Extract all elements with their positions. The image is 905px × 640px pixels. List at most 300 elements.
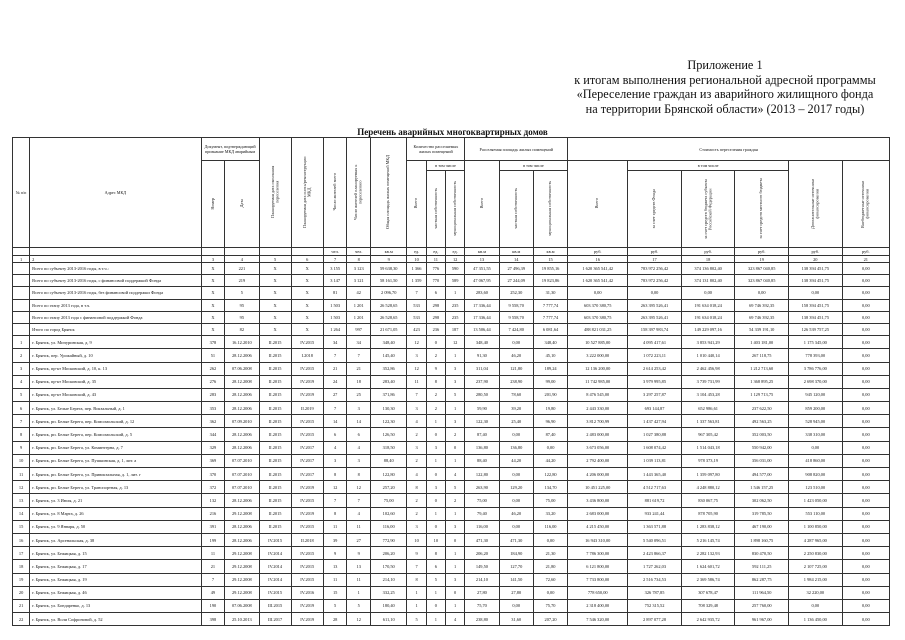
table-cell: 13 bbox=[347, 560, 371, 573]
table-cell: 11 bbox=[347, 520, 371, 533]
table-cell: 31,60 bbox=[499, 613, 533, 626]
header-cost-fund: за счет средств Фонда bbox=[628, 171, 682, 248]
table-cell: 262 bbox=[201, 362, 225, 375]
table-cell: 207,20 bbox=[533, 613, 567, 626]
table-cell: 27 244,09 bbox=[499, 275, 533, 287]
table-cell: 141,50 bbox=[499, 573, 533, 586]
table-cell: 371,86 bbox=[371, 388, 407, 401]
table-row bbox=[13, 494, 890, 507]
table-cell: 180,40 bbox=[371, 599, 407, 612]
table-cell: 18 bbox=[347, 375, 371, 388]
table-cell: II.2015 bbox=[259, 428, 291, 441]
table-cell: 378 bbox=[201, 336, 225, 349]
table-cell: 6 bbox=[323, 428, 347, 441]
table-cell: II.2015 bbox=[259, 454, 291, 467]
table-cell: 26 528,65 bbox=[371, 311, 407, 323]
table-cell: 6 121 800,00 bbox=[568, 560, 628, 573]
table-cell: II.2018 bbox=[291, 533, 323, 546]
table-cell: 0,00 bbox=[842, 560, 889, 573]
header-planned-demolition: Планируемая дата сноса/реконструкции МКД bbox=[291, 138, 323, 248]
table-cell: 95 bbox=[225, 299, 259, 311]
table-cell: 28.12.2006 bbox=[225, 494, 259, 507]
summary-row bbox=[13, 323, 890, 335]
table-cell: 27 bbox=[323, 388, 347, 401]
table-cell: Всего по субъекту 2013-2016 годы, без финансовой поддержки Фонда bbox=[30, 287, 202, 299]
header-rooms-private: частная собственность bbox=[426, 171, 445, 248]
table-cell: г. Брянск, ул. Мичуринская, д. 9 bbox=[30, 336, 202, 349]
table-cell bbox=[13, 311, 30, 323]
header-doc-number: Номер bbox=[201, 161, 225, 248]
table-cell: 3 bbox=[446, 520, 465, 533]
table-cell: IV.2019 bbox=[291, 507, 323, 520]
table-cell: 75,00 bbox=[533, 494, 567, 507]
table-cell: 11 bbox=[426, 256, 445, 263]
table-cell: 830 470,50 bbox=[735, 547, 789, 560]
table-cell: 17 336,44 bbox=[465, 299, 499, 311]
table-cell: 338 310,00 bbox=[789, 428, 843, 441]
table-cell: 21 bbox=[347, 362, 371, 375]
table-cell: X bbox=[259, 275, 291, 287]
table-cell: 12 bbox=[13, 481, 30, 494]
table-cell: 257,20 bbox=[371, 481, 407, 494]
table-row bbox=[13, 441, 890, 454]
table-cell: 488 821 031,25 bbox=[568, 323, 628, 335]
table-cell bbox=[13, 275, 30, 287]
table-cell: 116,00 bbox=[371, 520, 407, 533]
table-cell: II.2015 bbox=[259, 494, 291, 507]
table-cell: 323 867 040,85 bbox=[735, 275, 789, 287]
table-cell: 298 bbox=[426, 299, 445, 311]
table-cell: 1 bbox=[426, 415, 445, 428]
table-cell: 44,20 bbox=[499, 454, 533, 467]
table-cell: II.2015 bbox=[259, 468, 291, 481]
table-cell: 2 bbox=[426, 349, 445, 362]
table-cell: 533 bbox=[407, 299, 426, 311]
appendix-line-4: на территории Брянской области» (2013 – 2017 годы) bbox=[585, 101, 865, 116]
table-cell: 17 bbox=[13, 547, 30, 560]
table-cell: 4 206 000,00 bbox=[568, 468, 628, 481]
table-cell: 121,80 bbox=[499, 362, 533, 375]
table-cell: 783 972 256,42 bbox=[628, 263, 682, 275]
table-cell: г. Брянск, пр-кт Московский, д. 43 bbox=[30, 388, 202, 401]
table-row bbox=[13, 586, 890, 599]
table-cell: 11 bbox=[323, 520, 347, 533]
table-cell: 14 bbox=[347, 415, 371, 428]
table-cell: 7 bbox=[347, 349, 371, 362]
table-cell: 4 bbox=[347, 441, 371, 454]
table-cell: X bbox=[201, 323, 225, 335]
table-cell: 5 bbox=[407, 613, 426, 626]
table-cell: 149 229 097,16 bbox=[681, 323, 735, 335]
table-cell: 19,80 bbox=[533, 402, 567, 415]
table-cell: 0 bbox=[426, 494, 445, 507]
table-cell: 5 bbox=[446, 481, 465, 494]
table-cell: X bbox=[291, 323, 323, 335]
table-cell: 374 136 802,40 bbox=[681, 263, 735, 275]
table-cell: 47 351,55 bbox=[465, 263, 499, 275]
table-cell: IV.2015 bbox=[291, 415, 323, 428]
table-cell: 4 bbox=[407, 468, 426, 481]
table-cell: 3 bbox=[446, 573, 465, 586]
table-cell: 3 bbox=[323, 454, 347, 467]
table-cell: 14 bbox=[499, 256, 533, 263]
table-cell: 2 698 370,00 bbox=[789, 375, 843, 388]
table-cell: 3 bbox=[347, 454, 371, 467]
table-cell: 0,00 bbox=[789, 599, 843, 612]
table-cell: IV.2019 bbox=[291, 481, 323, 494]
table-cell: 88,40 bbox=[371, 454, 407, 467]
table-cell: 1 620 365 541,42 bbox=[568, 275, 628, 287]
table-cell: 130,30 bbox=[371, 402, 407, 415]
table-cell: 54 339 191,10 bbox=[735, 323, 789, 335]
table-cell: 2 282 132,93 bbox=[681, 547, 735, 560]
table-cell: 2 443 330,00 bbox=[568, 402, 628, 415]
table-cell: 59,90 bbox=[465, 402, 499, 415]
table-cell: 102,60 bbox=[371, 507, 407, 520]
table-row bbox=[13, 388, 890, 401]
table-cell: 391 bbox=[201, 520, 225, 533]
table-cell: 1 129 713,75 bbox=[735, 388, 789, 401]
table-cell: 7 bbox=[407, 287, 426, 299]
table-cell: 29.12.2008 bbox=[225, 586, 259, 599]
table-cell: 78,60 bbox=[499, 388, 533, 401]
table-cell: 206,20 bbox=[465, 547, 499, 560]
table-cell: 4 bbox=[13, 375, 30, 388]
table-cell: 1 175 345,00 bbox=[789, 336, 843, 349]
table-cell: 471,30 bbox=[465, 533, 499, 546]
table-cell: 1 503 bbox=[323, 311, 347, 323]
table-cell: 1 bbox=[446, 402, 465, 415]
table-cell: 21,80 bbox=[533, 560, 567, 573]
table-cell: 88,40 bbox=[465, 454, 499, 467]
table-cell: 3 812 700,99 bbox=[568, 415, 628, 428]
table-cell: 33,20 bbox=[533, 507, 567, 520]
table-cell bbox=[13, 287, 30, 299]
table-cell: 3 bbox=[407, 402, 426, 415]
table-cell: 0,00 bbox=[842, 415, 889, 428]
table-row bbox=[13, 560, 890, 573]
header-area-total: Всего bbox=[465, 161, 499, 248]
table-cell: 29.12.2008 bbox=[225, 573, 259, 586]
table-cell: 28.12.2006 bbox=[225, 402, 259, 415]
appendix-line-1: Приложение 1 bbox=[687, 58, 763, 72]
table-cell: 07.07.2010 bbox=[225, 454, 259, 467]
table-cell: 418 860,00 bbox=[789, 454, 843, 467]
header-area-incl: в том числе bbox=[499, 161, 568, 171]
table-cell: IV.2016 bbox=[291, 586, 323, 599]
table-cell: X bbox=[201, 311, 225, 323]
table-cell: 158 397 983,74 bbox=[628, 323, 682, 335]
table-cell: 122,30 bbox=[465, 415, 499, 428]
table-cell: 13 bbox=[13, 494, 30, 507]
table-cell: 1 359 097,80 bbox=[681, 468, 735, 481]
table-cell: 0,00 bbox=[842, 573, 889, 586]
table-cell: ед. bbox=[446, 248, 465, 256]
table-cell: 1 010 440,14 bbox=[681, 349, 735, 362]
table-cell: 326 787,85 bbox=[628, 586, 682, 599]
table-cell: 4 512 717,63 bbox=[628, 481, 682, 494]
table-cell: 862 287,75 bbox=[735, 573, 789, 586]
table-cell: 3 bbox=[426, 481, 445, 494]
table-cell: 276 bbox=[201, 375, 225, 388]
table-cell: 2 423 866,37 bbox=[628, 547, 682, 560]
table-cell: 0,00 bbox=[842, 507, 889, 520]
table-cell: 126 539 757,25 bbox=[789, 323, 843, 335]
header-extra: Дополнительные источники финансирования bbox=[789, 161, 843, 248]
table-cell: IV.2015 bbox=[291, 336, 323, 349]
table-cell: 352 003,50 bbox=[735, 428, 789, 441]
table-cell: 708 329,48 bbox=[681, 599, 735, 612]
table-cell: II.2019 bbox=[291, 402, 323, 415]
table-cell: 978 373,19 bbox=[681, 454, 735, 467]
table-cell: 18 bbox=[681, 256, 735, 263]
table-cell: 28 bbox=[323, 613, 347, 626]
table-cell: 28.12.2006 bbox=[225, 428, 259, 441]
table-cell: 190 bbox=[201, 599, 225, 612]
table-cell: 4 bbox=[347, 507, 371, 520]
table-cell: кв.м bbox=[533, 248, 567, 256]
table-cell bbox=[201, 248, 225, 256]
table-cell: 24 bbox=[323, 375, 347, 388]
table-cell: 374 131 802,40 bbox=[681, 275, 735, 287]
table-cell: 0,00 bbox=[842, 428, 889, 441]
table-cell: 0,00 bbox=[842, 375, 889, 388]
table-cell: чел. bbox=[323, 248, 347, 256]
table-cell: 199 bbox=[201, 533, 225, 546]
table-cell: 1 136 450,00 bbox=[789, 613, 843, 626]
table-cell: 8 bbox=[323, 468, 347, 481]
header-residents: Число жителей всего bbox=[323, 138, 347, 248]
table-cell: 10 bbox=[426, 533, 445, 546]
table-cell: 603 370 380,75 bbox=[568, 299, 628, 311]
table-cell: IV.2015 bbox=[291, 494, 323, 507]
table-cell: 356 031,00 bbox=[735, 454, 789, 467]
table-cell: X bbox=[291, 311, 323, 323]
table-cell: 8 bbox=[13, 428, 30, 441]
table-cell: II.2015 bbox=[259, 349, 291, 362]
table-cell: X bbox=[259, 263, 291, 275]
table-cell: 96,90 bbox=[533, 415, 567, 428]
table-cell: 5 540 096,51 bbox=[628, 533, 682, 546]
table-cell: 332,25 bbox=[371, 586, 407, 599]
table-cell: 3 bbox=[446, 415, 465, 428]
table-cell: 21 bbox=[323, 362, 347, 375]
table-cell: 4 bbox=[407, 415, 426, 428]
table-cell: 263 395 526,41 bbox=[628, 311, 682, 323]
table-cell: 603 370 380,75 bbox=[568, 311, 628, 323]
table-cell: II.2015 bbox=[259, 375, 291, 388]
table-cell: 235 bbox=[446, 311, 465, 323]
table-cell: 29.12.2008 bbox=[225, 507, 259, 520]
table-cell: 12 bbox=[446, 336, 465, 349]
table-cell: 27,80 bbox=[499, 586, 533, 599]
header-excess: Внебюджетные источники финансирования bbox=[842, 161, 889, 248]
table-cell: 16 943 310,00 bbox=[568, 533, 628, 546]
table-cell: 2 bbox=[13, 349, 30, 362]
table-cell: 138 394 451,75 bbox=[789, 263, 843, 275]
table-cell: г. Брянск, ул. 9 Января, д. 50 bbox=[30, 520, 202, 533]
table-cell: 26 528,65 bbox=[371, 299, 407, 311]
table-cell: 7 733 800,00 bbox=[568, 573, 628, 586]
table-cell: г. Брянск, ул. Воли Софроновой, д. 52 bbox=[30, 613, 202, 626]
table-cell: X bbox=[291, 263, 323, 275]
table-cell: 206,20 bbox=[371, 547, 407, 560]
table-cell: г. Брянск, пр-кт Московский, д. 35 bbox=[30, 375, 202, 388]
table-cell: 1 363 571,88 bbox=[628, 520, 682, 533]
table-cell: 772,90 bbox=[371, 533, 407, 546]
table-cell: 189,24 bbox=[533, 362, 567, 375]
table-cell bbox=[291, 248, 323, 256]
table-cell: 11 742 985,00 bbox=[568, 375, 628, 388]
table-cell: 5 bbox=[225, 287, 259, 299]
table-cell: 122,30 bbox=[371, 415, 407, 428]
header-cost-regional: за счет средств бюджета субъекта Российской Федерации bbox=[681, 171, 735, 248]
table-cell: 0 bbox=[426, 468, 445, 481]
table-cell: X bbox=[201, 275, 225, 287]
table-cell: 770 bbox=[426, 275, 445, 287]
table-cell: IV.2015 bbox=[259, 533, 291, 546]
table-cell: 5 bbox=[323, 599, 347, 612]
header-rooms-total: Всего bbox=[407, 161, 426, 248]
table-cell: 7 777,74 bbox=[533, 311, 567, 323]
table-cell: 4 215 450,00 bbox=[568, 520, 628, 533]
table-cell: 528 945,00 bbox=[789, 415, 843, 428]
table-cell: 592 111,25 bbox=[735, 560, 789, 573]
table-cell: II.2015 bbox=[259, 362, 291, 375]
table-cell: 0,00 bbox=[842, 287, 889, 299]
table-cell: X bbox=[291, 299, 323, 311]
table-cell: 0,00 bbox=[842, 441, 889, 454]
table-cell: 0,00 bbox=[842, 336, 889, 349]
table-cell: 2 bbox=[30, 256, 202, 263]
table-cell: 348,40 bbox=[533, 336, 567, 349]
table-cell: 2 bbox=[407, 454, 426, 467]
table-cell: 0,00 bbox=[499, 494, 533, 507]
table-cell: X bbox=[259, 299, 291, 311]
table-cell: 07.06.2008 bbox=[225, 362, 259, 375]
table-cell: 0,00 bbox=[842, 263, 889, 275]
table-cell: 2 bbox=[426, 388, 445, 401]
table-cell: г. Брянск, пр-кт Московский, д. 10, к. 13 bbox=[30, 362, 202, 375]
column-numbers-row bbox=[13, 256, 890, 263]
table-cell: 28.12.2006 bbox=[225, 533, 259, 546]
table-cell bbox=[13, 299, 30, 311]
table-cell: 2 bbox=[407, 428, 426, 441]
table-cell: 752 315,52 bbox=[628, 599, 682, 612]
table-cell bbox=[13, 263, 30, 275]
table-cell: 10 bbox=[13, 454, 30, 467]
table-cell: 81 bbox=[323, 287, 347, 299]
table-cell: 82 bbox=[225, 323, 259, 335]
table-cell: 75,70 bbox=[465, 599, 499, 612]
table-cell: X bbox=[259, 287, 291, 299]
table-cell: 1 bbox=[13, 256, 30, 263]
table-cell: 2 369 586,74 bbox=[681, 573, 735, 586]
table-cell: 9 bbox=[347, 547, 371, 560]
table-cell: 329 bbox=[201, 441, 225, 454]
table-cell: 39,20 bbox=[499, 402, 533, 415]
table-cell: IV.2015 bbox=[291, 428, 323, 441]
table-cell: 8 bbox=[347, 256, 371, 263]
table-cell: 122,80 bbox=[533, 468, 567, 481]
summary-row bbox=[13, 275, 890, 287]
table-cell: 07.07.2010 bbox=[225, 468, 259, 481]
table-cell: 75,00 bbox=[371, 494, 407, 507]
table-cell: 967 305,42 bbox=[681, 428, 735, 441]
table-cell: 933 241,44 bbox=[628, 507, 682, 520]
table-cell: 263 395 526,41 bbox=[628, 299, 682, 311]
table-cell: III.2015 bbox=[259, 599, 291, 612]
table-cell: 3 155 bbox=[323, 263, 347, 275]
table-cell: IV.2017 bbox=[291, 441, 323, 454]
table-cell: 19 823,86 bbox=[533, 275, 567, 287]
table-cell: ед. bbox=[407, 248, 426, 256]
table-cell: 5 bbox=[426, 573, 445, 586]
table-cell: 19 bbox=[13, 573, 30, 586]
table-cell: 1 bbox=[426, 454, 445, 467]
table-cell: кв.м bbox=[371, 248, 407, 256]
table-cell: 1 514 043,18 bbox=[681, 441, 735, 454]
table-cell: г. Брянск, ул. Бежицкая, д. 46 bbox=[30, 586, 202, 599]
header-planned-end: Планируемая дата окончания переселения bbox=[259, 138, 291, 248]
table-cell: 1 608 074,42 bbox=[628, 441, 682, 454]
table-cell: 257 760,00 bbox=[735, 599, 789, 612]
header-cost-group: Стоимость переселения граждан bbox=[568, 138, 890, 161]
table-cell: Всего по этапу 2013 года с финансовой поддержкой Фонда bbox=[30, 311, 202, 323]
table-cell: руб. bbox=[789, 248, 843, 256]
table-cell: II.2015 bbox=[259, 481, 291, 494]
table-cell: 6 bbox=[426, 560, 445, 573]
table-cell: 9 bbox=[426, 362, 445, 375]
table-cell: 07.07.2010 bbox=[225, 481, 259, 494]
table-cell: 12 bbox=[446, 256, 465, 263]
table-cell: 69 746 392,35 bbox=[735, 311, 789, 323]
table-cell: 2 614 253,42 bbox=[628, 362, 682, 375]
table-cell: 362 bbox=[201, 415, 225, 428]
table-cell: 28.12.2006 bbox=[225, 441, 259, 454]
table-cell: 3 222 000,00 bbox=[568, 349, 628, 362]
table-cell: IV.2015 bbox=[291, 362, 323, 375]
table-cell: 3 bbox=[446, 375, 465, 388]
table-cell: 111 964,50 bbox=[735, 586, 789, 599]
table-cell: 1 403 181,00 bbox=[735, 336, 789, 349]
header-cost-incl: в том числе bbox=[628, 161, 789, 171]
table-cell: 0,00 bbox=[842, 388, 889, 401]
table-cell: 4 bbox=[446, 468, 465, 481]
table-cell: 3 853 941,29 bbox=[681, 336, 735, 349]
table-cell: 8 bbox=[323, 507, 347, 520]
table-cell: 75,70 bbox=[533, 599, 567, 612]
table-cell: IV.2017 bbox=[291, 468, 323, 481]
table-cell: 25 bbox=[347, 388, 371, 401]
table-cell: 1 437 427,94 bbox=[628, 415, 682, 428]
table-cell: 12 136 200,00 bbox=[568, 362, 628, 375]
table-cell: 3 bbox=[407, 349, 426, 362]
table-cell: 3 bbox=[407, 441, 426, 454]
table-row bbox=[13, 520, 890, 533]
table-cell: 0,00 bbox=[789, 287, 843, 299]
table-cell: 0 bbox=[446, 586, 465, 599]
table-cell: 589 bbox=[446, 275, 465, 287]
table-cell: 1 027 380,88 bbox=[628, 428, 682, 441]
table-cell: 908 820,00 bbox=[789, 468, 843, 481]
table-cell: 14 bbox=[323, 415, 347, 428]
table-cell: 0,00 bbox=[842, 311, 889, 323]
table-cell: 311,04 bbox=[465, 362, 499, 375]
table-cell: 29.12.2008 bbox=[225, 560, 259, 573]
table-cell: 191 634 018,24 bbox=[681, 311, 735, 323]
table-cell: 778 393,00 bbox=[789, 349, 843, 362]
